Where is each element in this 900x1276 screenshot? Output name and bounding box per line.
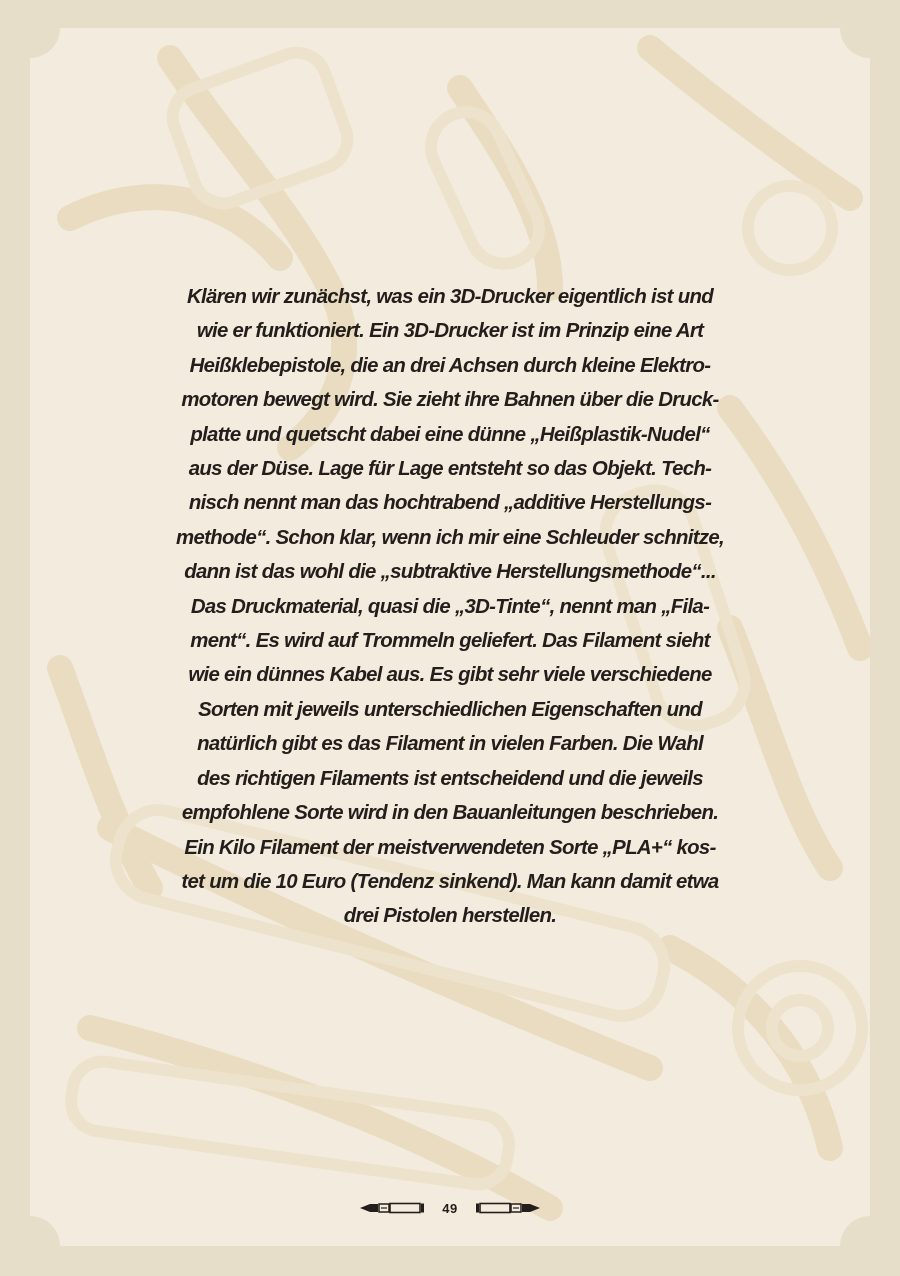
body-line: Klären wir zunächst, was ein 3D-Drucker eigentlich ist und <box>187 286 713 308</box>
page-card <box>30 28 870 1246</box>
body-line: wie ein dünnes Kabel aus. Es gibt sehr viele verschiedene <box>188 664 712 687</box>
body-line: platte und quetscht dabei eine dünne „Heißplastik-Nudel“ <box>190 423 710 446</box>
body-line: Das Druckmaterial, quasi die „3D-Tinte“, nennt man „Fila- <box>190 595 710 618</box>
body-line: des richtigen Filaments ist entscheidend und die jeweils <box>197 767 703 790</box>
body-line: methode“. Schon klar, wenn ich mir eine Schleuder schnitze, <box>176 526 724 549</box>
body-line: aus der Düse. Lage für Lage entsteht so das Objekt. Tech- <box>188 458 712 481</box>
body-line: natürlich gibt es das Filament in vielen Farben. Die Wahl <box>197 733 703 756</box>
page-footer <box>30 1196 870 1220</box>
body-line: Ein Kilo Filament der meistverwendeten Sorte „PLA+“ kos- <box>184 836 716 859</box>
body-line: empfohlene Sorte wird in den Bauanleitungen beschrieben. <box>181 802 719 825</box>
page-number: 49 <box>442 1200 458 1216</box>
body-line: wie er funktioniert. Ein 3D-Drucker ist im Prinzip eine Art <box>196 320 704 343</box>
main-body-paragraph <box>30 280 870 934</box>
body-line: ment“. Es wird auf Trommeln geliefert. Das Filament sieht <box>190 630 710 653</box>
body-line: Heißklebepistole, die an drei Achsen durch kleine Elektro- <box>189 354 711 377</box>
body-line: Sorten mit jeweils unterschiedlichen Eigenschaften und <box>198 698 702 721</box>
body-line: drei Pistolen herstellen. <box>343 905 557 928</box>
bullet-right-icon <box>474 1202 540 1214</box>
body-line: tet um die 10 Euro (Tendenz sinkend). Man kann damit etwa <box>181 870 719 893</box>
body-line: nisch nennt man das hochtrabend „additive Herstellungs- <box>188 492 712 515</box>
body-line: motoren bewegt wird. Sie zieht ihre Bahnen über die Druck- <box>181 389 719 412</box>
body-line: dann ist das wohl die „subtraktive Herstellungsmethode“... <box>184 561 716 584</box>
bullet-left-icon <box>360 1202 426 1214</box>
